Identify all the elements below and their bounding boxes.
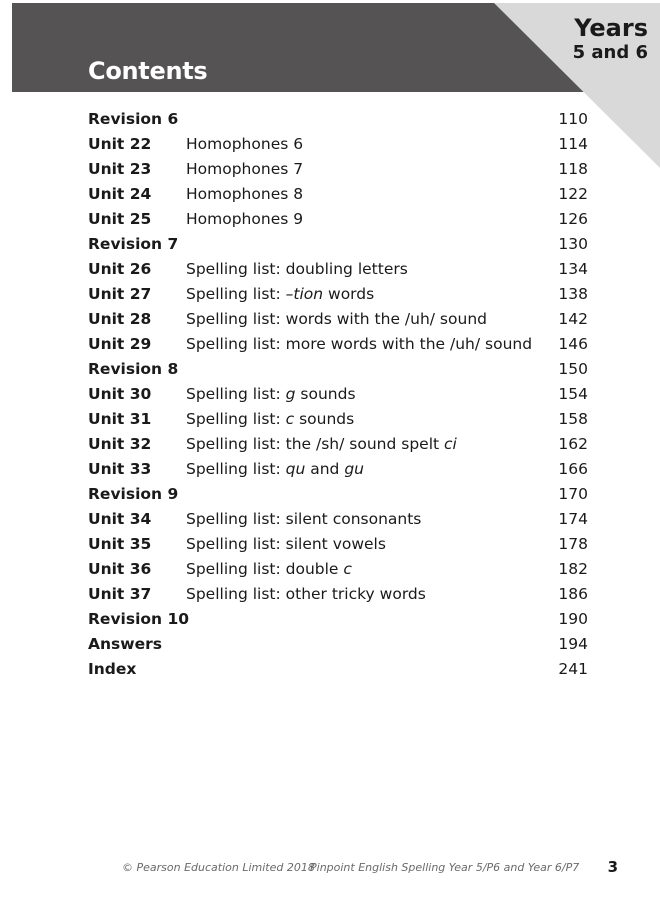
year-badge <box>538 16 648 62</box>
toc-page-number: 146 <box>558 335 588 353</box>
toc-row <box>88 232 588 257</box>
toc-page-number: 158 <box>558 410 588 428</box>
toc-title: Homophones 7 <box>186 160 304 178</box>
toc-label: Unit 29 <box>88 335 152 353</box>
toc-page-number: 150 <box>558 360 588 378</box>
toc-label: Revision 6 <box>88 110 179 128</box>
toc-row <box>88 457 588 482</box>
toc-page-number: 130 <box>558 235 588 253</box>
toc-page-number: 194 <box>558 635 588 653</box>
contents-list <box>88 107 588 682</box>
page-number: 3 <box>607 858 618 876</box>
toc-title: Spelling list: g sounds <box>186 385 356 403</box>
toc-page-number: 166 <box>558 460 588 478</box>
year-badge-line2: 5 and 6 <box>572 42 648 63</box>
toc-page-number: 126 <box>558 210 588 228</box>
toc-page-number: 178 <box>558 535 588 553</box>
toc-title: Spelling list: silent vowels <box>186 535 386 553</box>
toc-label: Unit 30 <box>88 385 152 403</box>
toc-label: Unit 27 <box>88 285 152 303</box>
toc-page-number: 118 <box>558 160 588 178</box>
page-title: Contents <box>88 57 208 85</box>
toc-page-number: 142 <box>558 310 588 328</box>
toc-title: Homophones 9 <box>186 210 304 228</box>
toc-title: Spelling list: other tricky words <box>186 585 426 603</box>
toc-title: Homophones 8 <box>186 185 304 203</box>
toc-label: Unit 24 <box>88 185 152 203</box>
toc-row <box>88 307 588 332</box>
toc-label: Unit 35 <box>88 535 152 553</box>
toc-label: Unit 33 <box>88 460 152 478</box>
toc-row <box>88 532 588 557</box>
toc-label: Unit 25 <box>88 210 152 228</box>
toc-label: Revision 9 <box>88 485 179 503</box>
footer-copyright: © Pearson Education Limited 2018 <box>122 861 315 874</box>
toc-row <box>88 557 588 582</box>
toc-row <box>88 432 588 457</box>
footer-book-title: Pinpoint English Spelling Year 5/P6 and Year 6/P7 <box>310 861 580 874</box>
toc-label: Revision 7 <box>88 235 179 253</box>
toc-label: Unit 34 <box>88 510 152 528</box>
toc-row <box>88 632 588 657</box>
year-badge-line1: Years <box>574 14 648 42</box>
toc-label: Unit 22 <box>88 135 152 153</box>
toc-label: Answers <box>88 635 162 653</box>
toc-page-number: 186 <box>558 585 588 603</box>
toc-title: Spelling list: words with the /uh/ sound <box>186 310 487 328</box>
toc-row <box>88 357 588 382</box>
toc-title: Spelling list: double c <box>186 560 352 578</box>
toc-page-number: 114 <box>558 135 588 153</box>
toc-label: Unit 31 <box>88 410 152 428</box>
toc-page-number: 190 <box>558 610 588 628</box>
toc-row <box>88 607 588 632</box>
footer <box>0 858 660 878</box>
toc-page-number: 174 <box>558 510 588 528</box>
toc-row <box>88 382 588 407</box>
toc-title: Spelling list: qu and gu <box>186 460 364 478</box>
toc-row <box>88 657 588 682</box>
toc-title: Spelling list: the /sh/ sound spelt ci <box>186 435 457 453</box>
toc-label: Revision 8 <box>88 360 179 378</box>
toc-label: Index <box>88 660 137 678</box>
toc-page-number: 170 <box>558 485 588 503</box>
toc-row <box>88 257 588 282</box>
toc-label: Unit 28 <box>88 310 152 328</box>
toc-row <box>88 482 588 507</box>
toc-title: Homophones 6 <box>186 135 304 153</box>
toc-page-number: 182 <box>558 560 588 578</box>
toc-title: Spelling list: c sounds <box>186 410 355 428</box>
toc-title: Spelling list: doubling letters <box>186 260 408 278</box>
toc-page-number: 110 <box>558 110 588 128</box>
toc-row <box>88 582 588 607</box>
toc-row <box>88 182 588 207</box>
toc-label: Revision 10 <box>88 610 190 628</box>
toc-title: Spelling list: –tion words <box>186 285 375 303</box>
toc-row <box>88 157 588 182</box>
toc-row <box>88 332 588 357</box>
toc-row <box>88 507 588 532</box>
toc-page-number: 134 <box>558 260 588 278</box>
toc-label: Unit 36 <box>88 560 152 578</box>
toc-row <box>88 132 588 157</box>
toc-page-number: 138 <box>558 285 588 303</box>
toc-label: Unit 37 <box>88 585 152 603</box>
toc-label: Unit 26 <box>88 260 152 278</box>
toc-row <box>88 107 588 132</box>
toc-page-number: 241 <box>558 660 588 678</box>
toc-page-number: 122 <box>558 185 588 203</box>
toc-label: Unit 32 <box>88 435 152 453</box>
toc-row <box>88 407 588 432</box>
toc-row <box>88 282 588 307</box>
toc-page-number: 154 <box>558 385 588 403</box>
toc-page-number: 162 <box>558 435 588 453</box>
toc-row <box>88 207 588 232</box>
toc-title: Spelling list: more words with the /uh/ sound <box>186 335 533 353</box>
toc-label: Unit 23 <box>88 160 152 178</box>
toc-title: Spelling list: silent consonants <box>186 510 422 528</box>
